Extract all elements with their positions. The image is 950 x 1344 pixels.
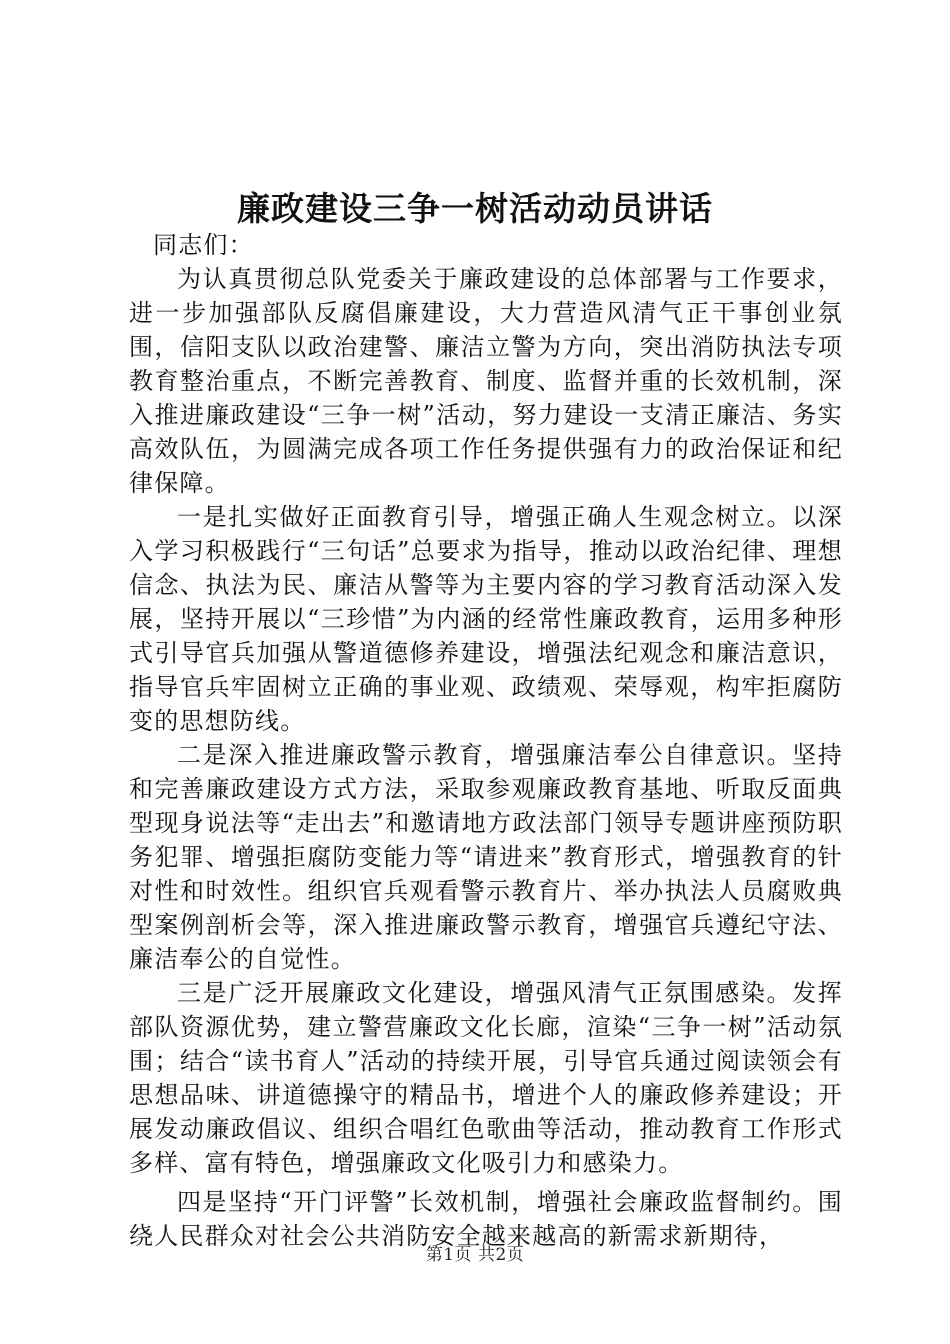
paragraph-point-2: 二是深入推进廉政警示教育，增强廉洁奉公自律意识。坚持和完善廉政建设方式方法，采取参观廉政教育基地、听取反面典型现身说法等“走出去”和邀请地方政法部门领导专题讲座预防职务犯罪、增强拒腐防变能力等“请进来”教育形式，增强教育的针对性和时效性。组织官兵观看警示教育片、举办执法人员腐败典型案例剖析会等，深入推进廉政警示教育，增强官兵遵纪守法、廉洁奉公的自觉性。 — [129, 741, 843, 973]
paragraph-point-4: 四是坚持“开门评警”长效机制，增强社会廉政监督制约。围绕人民群众对社会公共消防安全越来越高的新需求新期待， — [129, 1188, 843, 1250]
page-number-footer: 第1页 共2页 — [425, 1245, 525, 1265]
document-title: 廉政建设三争一树活动动员讲话 — [237, 189, 713, 228]
paragraph-point-3: 三是广泛开展廉政文化建设，增强风清气正氛围感染。发挥部队资源优势，建立警营廉政文化长廊，渲染“三争一树”活动氛围；结合“读书育人”活动的持续开展，引导官兵通过阅读领会有思想品味、讲道德操守的精品书，增进个人的廉政修养建设；开展发动廉政倡议、组织合唱红色歌曲等活动，推动教育工作形式多样、富有特色，增强廉政文化吸引力和感染力。 — [129, 979, 843, 1177]
salutation: 同志们： — [153, 231, 254, 259]
paragraph-point-1: 一是扎实做好正面教育引导，增强正确人生观念树立。以深入学习积极践行“三句话”总要求为指导，推动以政治纪律、理想信念、执法为民、廉洁从警等为主要内容的学习教育活动深入发展，坚持开展以“三珍惜”为内涵的经常性廉政教育，运用多种形式引导官兵加强从警道德修养建设，增强法纪观念和廉洁意识，指导官兵牢固树立正确的事业观、政绩观、荣辱观，构牢拒腐防变的思想防线。 — [129, 503, 843, 735]
paragraph-intro: 为认真贯彻总队党委关于廉政建设的总体部署与工作要求，进一步加强部队反腐倡廉建设，大力营造风清气正干事创业氛围，信阳支队以政治建警、廉洁立警为方向，突出消防执法专项教育整治重点，不断完善教育、制度、监督并重的长效机制，深入推进廉政建设“三争一树”活动，努力建设一支清正廉洁、务实高效队伍，为圆满完成各项工作任务提供强有力的政治保证和纪律保障。 — [129, 265, 843, 497]
document-body — [129, 228, 843, 1253]
